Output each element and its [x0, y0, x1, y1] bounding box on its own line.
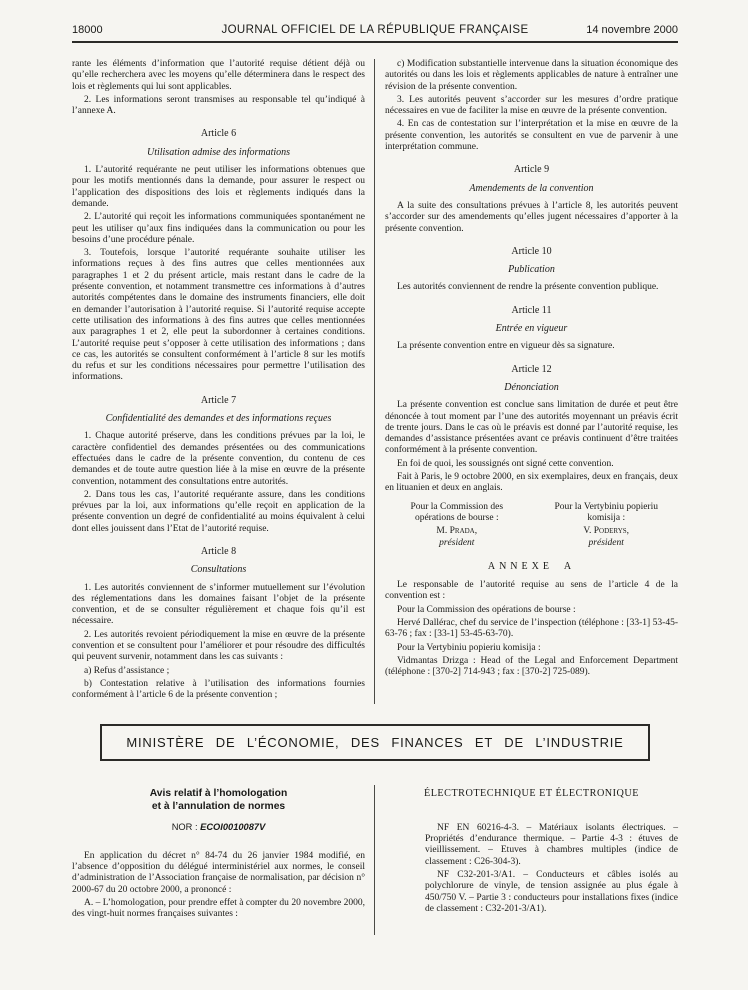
article-12-subtitle: Dénonciation [504, 381, 559, 393]
paragraph: 3. Les autorités peuvent s’accorder sur les mesures d’ordre pratique nécessaires en vue de faciliter la mise en œuvre de la présente convention. [385, 94, 678, 117]
paragraph: 4. En cas de contestation sur l’interprétation et la mise en œuvre de la présente convention, les autorités se consultent en vue de parvenir à une interprétation commune. [385, 119, 678, 153]
masthead [72, 24, 678, 43]
article-8-subtitle: Consultations [190, 564, 247, 576]
notice-title-line2: et à l’annulation de normes [151, 800, 286, 812]
list-item-a: a) Refus d’assistance ; [84, 665, 170, 676]
signature-block [385, 502, 678, 549]
paragraph: 2. Dans tous les cas, l’autorité requérante assure, dans les conditions prévues par la loi, aux informations qu’elle reçoit en application de la présente convention un degré de confidentialité au moins équivalent à celui dont elles jouissent dans l’Etat de l’autorité requise. [72, 489, 365, 534]
signature-right [534, 502, 678, 549]
convention-columns [72, 59, 678, 704]
column-left [72, 59, 375, 704]
article-7-subtitle: Confidentialité des demandes et des informations reçues [105, 413, 332, 425]
nf-standard-entry: NF EN 60216-4-3. – Matériaux isolants électriques. – Propriétés d’endurance thermique. – Partie 4-3 : étuves de vieillissement. – Etuves à chambres multiples (indice de classement : C26-304-3). [425, 822, 678, 867]
paragraph: A. – L’homologation, pour prendre effet à compter du 20 novembre 2000, des vingt-huit normes françaises suivantes : [72, 898, 365, 920]
paragraph: Le responsable de l’autorité requise au sens de l’article 4 de la convention est : [385, 580, 678, 602]
issue-date: 14 novembre 2000 [586, 24, 678, 36]
signatory-role: président [439, 537, 475, 548]
paragraph: Fait à Paris, le 9 octobre 2000, en six exemplaires, deux en français, deux en lituanien et deux en anglais. [385, 472, 678, 494]
paragraph: 2. Les informations seront transmises au responsable tel qu’indiqué à l’annexe A. [72, 94, 365, 117]
signatory-name: V. Poderys, [583, 526, 630, 537]
article-9-subtitle: Amendements de la convention [469, 182, 594, 194]
nf-standard-entry: NF C32-201-3/A1. – Conducteurs et câbles isolés au polychlorure de vinyle, de tension assignée au plus égale à 450/750 V. – Partie 3 : conducteurs pour installations fixes (indice de classement : C32-201-3/A1). [425, 870, 678, 914]
paragraph: Vidmantas Drizga : Head of the Legal and Enforcement Department (téléphone : [370-2] 714-943 ; fax : [370-2] 725-089). [385, 655, 678, 678]
notice-title-line1: Avis relatif à l’homologation [149, 787, 288, 799]
paragraph: Hervé Dallérac, chef du service de l’inspection (téléphone : [33-1] 53-45-63-76 ; fax : [33-1] 53-45-63-70). [385, 617, 678, 640]
nor-label: NOR : [171, 821, 201, 832]
paragraph: 1. Chaque autorité préserve, dans les conditions prévues par la loi, le caractère confidentiel des demandes présentées ou des communications effectuées dans le cadre de la présente convention, du contenu de ces demandes et de toute autre question liée à la mise en œuvre de la présente convention, notamment des consultations entre autorités. [72, 431, 365, 487]
column-right [375, 59, 678, 704]
signatory-role: président [588, 537, 624, 548]
nor-value: ECOI0010087V [200, 821, 266, 832]
paragraph: Les autorités conviennent de rendre la présente convention publique. [397, 282, 659, 293]
article-8-heading: Article 8 [200, 545, 237, 557]
article-10-subtitle: Publication [508, 264, 555, 276]
paragraph: Pour la Commission des opérations de bourse : [397, 604, 576, 615]
journal-title: JOURNAL OFFICIEL DE LA RÉPUBLIQUE FRANÇAISE [221, 24, 529, 36]
list-item-c: c) Modification substantielle intervenue dans la situation économique des autorités ou dans les lois et règlements applicables de nature à entraîner une révision de la présente convention. [385, 59, 678, 92]
paragraph: 2. L’autorité qui reçoit les informations communiquées spontanément ne peut les utiliser qu’aux fins indiquées dans la communication ou pour les besoins d’une procédure pénale. [72, 212, 365, 245]
paragraph: En application du décret n° 84-74 du 26 janvier 1984 modifié, en l’absence d’opposition du délégué interministériel aux normes, le conseil d’administration de l’Association française de normalisation, par décision n° 2000-67 du 20 octobre 2000, a prononcé : [72, 850, 365, 895]
paragraph: 1. Les autorités conviennent de s’informer mutuellement sur l’évolution des réglementations dans les domaines faisant l’objet de la présente convention, et de se consulter régulièrement et chaque fois qu’il est nécessaire. [72, 582, 365, 627]
signatory-for: Pour la Commission des opérations de bourse : [410, 501, 504, 523]
annexe-a-heading: ANNEXE A [487, 560, 576, 572]
article-7-heading: Article 7 [200, 394, 237, 406]
notice-columns [72, 785, 678, 935]
paragraph: A la suite des consultations prévues à l’article 8, les autorités peuvent s’accorder sur des amendements qu’elles jugent nécessaires d’apporter à la présente convention. [385, 200, 678, 234]
signatory-for: Pour la Vertybiniu popieriu komisija : [554, 501, 658, 523]
paragraph: La présente convention entre en vigueur dès sa signature. [397, 341, 615, 352]
paragraph: 1. L’autorité requérante ne peut utiliser les informations obtenues que pour les motifs mentionnés dans la demande, pour assurer le respect ou l’application des dispositions des lois et règlements indiqués dans la demande. [72, 165, 365, 209]
nor-reference [72, 822, 365, 833]
paragraph: En foi de quoi, les soussignés ont signé cette convention. [397, 458, 614, 469]
article-12-heading: Article 12 [511, 363, 552, 375]
signatory-name: M. Prada, [436, 526, 478, 537]
ministry-banner-wrap [72, 724, 678, 761]
notice-column-left [72, 785, 375, 935]
article-6-subtitle: Utilisation admise des informations [146, 146, 291, 158]
paragraph: La présente convention est conclue sans limitation de durée et peut être dénoncée à tout moment par l’une des autorités moyennant un préavis écrit de trente jours. Dans le cas où le préavis est donné par l’autorité requise, les demandes d’assistance présentées avant ce préavis continuent d’être traitées conformément à la présente convention. [385, 400, 678, 456]
article-6-heading: Article 6 [200, 128, 237, 140]
article-11-subtitle: Entrée en vigueur [495, 323, 568, 335]
article-10-heading: Article 10 [511, 245, 552, 257]
section-heading: ÉLECTROTECHNIQUE ET ÉLECTRONIQUE [423, 787, 639, 799]
paragraph: 3. Toutefois, lorsque l’autorité requérante souhaite utiliser les informations reçues à des fins autres que celles mentionnées aux paragraphes 1 et 2 du présent article, mais restant dans le cadre de la présente convention, et notamment transmettre ces informations à d’autres autorités compétentes dans le domaine des instruments financiers, elle doit en demander l’autorisation à l’autorité requise. Si l’autorité requise accepte cette utilisation des informations à des fins autres que celles mentionnées aux paragraphes 1 et 2, elle peut la subordonner à certaines conditions. L’autorité requise peut s’opposer à cette utilisation des informations ; dans ce cas, les autorités se consultent conformément à l’article 8 sur les motifs du refus et sur les conditions nécessaires pour permettre l’utilisation des informations. [72, 248, 365, 383]
paragraph: 2. Les autorités revoient périodiquement la mise en œuvre de la présente convention et se consultent pour l’améliorer et pour résoudre des difficultés qui peuvent survenir, notamment dans les cas suivants : [72, 629, 365, 663]
signature-left [385, 502, 529, 549]
list-item-b: b) Contestation relative à l’utilisation des informations fournies conformément à l’article 6 de la présente convention ; [72, 678, 365, 701]
ministry-banner: MINISTÈRE DE L’ÉCONOMIE, DES FINANCES ET DE L’INDUSTRIE [100, 724, 649, 761]
article-11-heading: Article 11 [511, 304, 552, 316]
paragraph: rante les éléments d’information que l’autorité requise détient déjà ou qu’elle recherchera avec les moyens qu’elle déterminera dans le respect des lois et règlements qui lui sont applicables. [72, 59, 365, 92]
page-number: 18000 [72, 24, 103, 36]
notice-column-right [375, 785, 678, 935]
article-9-heading: Article 9 [513, 164, 550, 176]
paragraph: Pour la Vertybiniu popieriu komisija : [397, 642, 541, 653]
notice-title [102, 787, 335, 813]
